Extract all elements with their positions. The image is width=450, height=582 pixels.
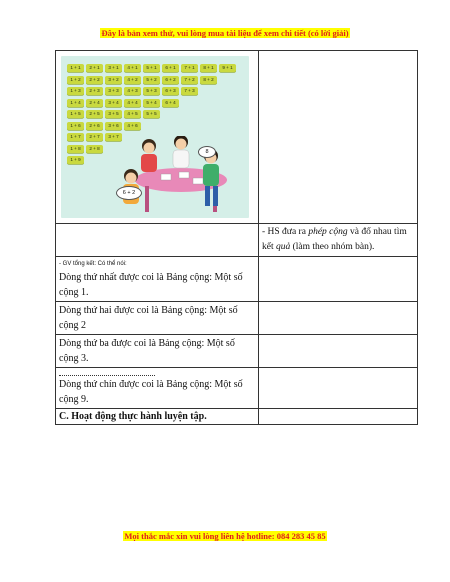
summary-line-1: Dòng thứ nhất được coi là Bảng cộng: Một số cộng 1. bbox=[59, 272, 243, 298]
addition-chip: 8 + 2 bbox=[200, 76, 217, 84]
addition-chip: 1 + 5 bbox=[67, 110, 84, 118]
addition-chip: 1 + 4 bbox=[67, 99, 84, 107]
table-row bbox=[56, 409, 418, 425]
emphasis-result: quả bbox=[275, 242, 291, 252]
table-row bbox=[56, 302, 418, 335]
chip-row bbox=[67, 122, 236, 130]
addition-chip: 2 + 8 bbox=[86, 145, 103, 153]
summary-line-9: Dòng thứ chín được coi là Bảng cộng: Một số cộng 9. bbox=[59, 379, 243, 405]
chip-row bbox=[67, 110, 236, 118]
top-preview-notice bbox=[0, 28, 450, 38]
student-activity-text: - HS đưa ra bbox=[262, 227, 309, 237]
table-row bbox=[56, 368, 418, 409]
empty-cell bbox=[56, 224, 259, 257]
addition-chip: 4 + 4 bbox=[124, 99, 141, 107]
addition-chip: 2 + 1 bbox=[86, 64, 103, 72]
speech-bubble-right: 8 bbox=[198, 146, 216, 158]
addition-chip: 5 + 3 bbox=[143, 87, 160, 95]
summary-line-3-cell bbox=[56, 335, 259, 368]
empty-cell bbox=[259, 368, 418, 409]
teacher-summary-cell bbox=[56, 257, 259, 302]
addition-chip: 3 + 3 bbox=[105, 87, 122, 95]
addition-chip: 7 + 1 bbox=[181, 64, 198, 72]
addition-chip: 2 + 6 bbox=[86, 122, 103, 130]
addition-chip: 3 + 5 bbox=[105, 110, 122, 118]
section-c-heading-cell bbox=[56, 409, 259, 425]
addition-chip: 4 + 2 bbox=[124, 76, 141, 84]
emphasis-addition: phép cộng bbox=[308, 227, 348, 237]
addition-chip: 6 + 4 bbox=[162, 99, 179, 107]
addition-chip: 2 + 7 bbox=[86, 133, 103, 141]
empty-cell bbox=[259, 51, 418, 224]
table-row bbox=[56, 224, 418, 257]
addition-chip: 6 + 1 bbox=[162, 64, 179, 72]
student-activity-cell bbox=[259, 224, 418, 257]
addition-chip: 9 + 1 bbox=[219, 64, 236, 72]
table-row bbox=[56, 335, 418, 368]
section-c-heading: C. Hoạt động thực hành luyện tập. bbox=[59, 411, 207, 422]
addition-chip: 5 + 4 bbox=[143, 99, 160, 107]
chip-row bbox=[67, 76, 236, 84]
children-at-table-scene bbox=[101, 136, 246, 218]
addition-chip: 7 + 3 bbox=[181, 87, 198, 95]
addition-chip: 1 + 8 bbox=[67, 145, 84, 153]
lesson-table bbox=[55, 50, 418, 425]
table-row bbox=[56, 257, 418, 302]
addition-chip: 1 + 1 bbox=[67, 64, 84, 72]
addition-chip: 2 + 2 bbox=[86, 76, 103, 84]
top-preview-notice-text: Đây là bản xem thử, vui lòng mua tài liệu để xem chi tiết (có lời giải) bbox=[101, 28, 349, 38]
addition-chip: 2 + 5 bbox=[86, 110, 103, 118]
bottom-hotline-notice-text: Mọi thắc mắc xin vui lòng liên hệ hotline: 084 283 45 85 bbox=[124, 531, 326, 541]
addition-chip: 6 + 2 bbox=[162, 76, 179, 84]
addition-chip: 3 + 6 bbox=[105, 122, 122, 130]
student-activity-text-3: (làm theo nhóm bàn). bbox=[290, 242, 375, 252]
dotted-ellipsis-line bbox=[59, 369, 155, 376]
chip-row bbox=[67, 99, 236, 107]
addition-chip: 3 + 7 bbox=[105, 133, 122, 141]
addition-chip: 3 + 4 bbox=[105, 99, 122, 107]
addition-chip: 8 + 1 bbox=[200, 64, 217, 72]
summary-line-9-cell bbox=[56, 368, 259, 409]
addition-chip: 2 + 3 bbox=[86, 87, 103, 95]
student-activity-text-2: và đố nhau tìm kết bbox=[262, 227, 407, 252]
addition-chip: 3 + 2 bbox=[105, 76, 122, 84]
addition-chip: 4 + 5 bbox=[124, 110, 141, 118]
empty-cell bbox=[259, 409, 418, 425]
empty-cell bbox=[259, 302, 418, 335]
teacher-summary-title: - GV tổng kết: Có thể nói: bbox=[59, 261, 127, 267]
addition-chip: 4 + 1 bbox=[124, 64, 141, 72]
addition-chip: 1 + 7 bbox=[67, 133, 84, 141]
addition-chip: 2 + 4 bbox=[86, 99, 103, 107]
addition-chip: 1 + 6 bbox=[67, 122, 84, 130]
chip-row bbox=[67, 87, 236, 95]
illustration-cell bbox=[56, 51, 259, 224]
table-row bbox=[56, 51, 418, 224]
addition-chip: 4 + 3 bbox=[124, 87, 141, 95]
chip-row bbox=[67, 64, 236, 72]
speech-bubble-left: 6 + 2 bbox=[116, 186, 142, 200]
empty-cell bbox=[259, 257, 418, 302]
bottom-hotline-notice bbox=[0, 531, 450, 541]
addition-table-illustration bbox=[61, 56, 249, 218]
addition-chip: 1 + 3 bbox=[67, 87, 84, 95]
summary-line-2: Dòng thứ hai được coi là Bảng cộng: Một số cộng 2 bbox=[59, 305, 238, 331]
addition-chip: 5 + 2 bbox=[143, 76, 160, 84]
summary-line-2-cell bbox=[56, 302, 259, 335]
addition-chip: 4 + 6 bbox=[124, 122, 141, 130]
addition-chip: 3 + 1 bbox=[105, 64, 122, 72]
addition-chip: 1 + 2 bbox=[67, 76, 84, 84]
summary-line-3: Dòng thứ ba được coi là Bảng cộng: Một số cộng 3. bbox=[59, 338, 235, 364]
addition-chip: 5 + 1 bbox=[143, 64, 160, 72]
addition-chip: 7 + 2 bbox=[181, 76, 198, 84]
addition-chip: 6 + 3 bbox=[162, 87, 179, 95]
addition-chip: 1 + 9 bbox=[67, 156, 84, 164]
empty-cell bbox=[259, 335, 418, 368]
addition-chip: 5 + 5 bbox=[143, 110, 160, 118]
